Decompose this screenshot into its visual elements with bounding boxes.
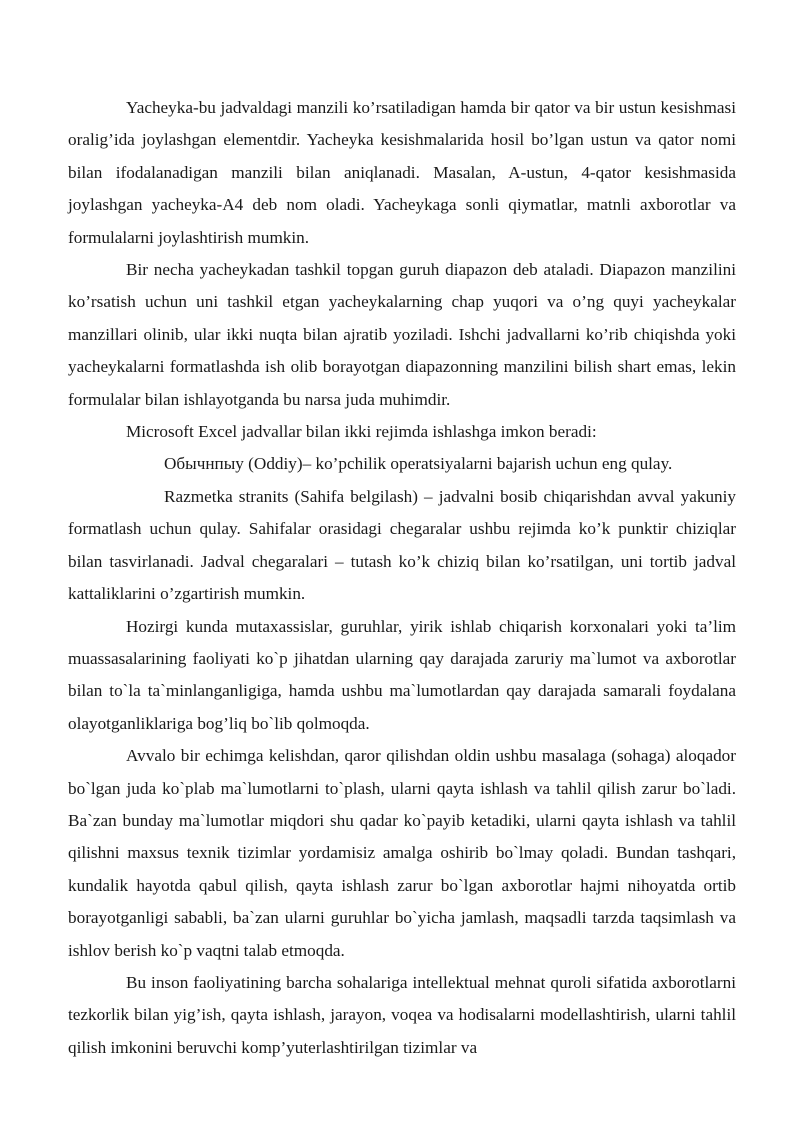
paragraph-information-importance: Hozirgi kunda mutaxassislar, guruhlar, yirik ishlab chiqarish korxonalari yoki ta’lim muassasalarining faoliyati ko`p jihatdan ularning qay darajada zaruriy ma`lumot va axborotlar bilan to`la ta`minlanganligiga, hamda ushbu ma`lumotlardan qay darajada samarali foydalana olayotganliklariga bog’liq bo`lib qolmoqda. bbox=[68, 616, 736, 733]
paragraph-data-processing: Avvalo bir echimga kelishdan, qaror qilishdan oldin ushbu masalaga (sohaga) aloqador bo`lgan juda ko`plab ma`lumotlarni to`plash, ularni qayta ishlash va tahlil qilish zarur bo`ladi. Ba`zan bunday ma`lumotlar miqdori shu qadar ko`payib ketadiki, ularni qayta ishlash va tahlil qilishni maxsus texnik tizimlar yordamisiz amalga oshirib bo`lmay qoladi. Bundan tashqari, kundalik hayotda qabul qilish, qayta ishlash zarur bo`lgan axborotlar hajmi nihoyatda ortib borayotganligi sababli, ba`zan ularni guruhlar bo`yicha jamlash, maqsadli tarzda taqsimlash va ishlov berish ko`p vaqtni talab etmoqda. bbox=[68, 746, 736, 960]
document-page bbox=[68, 92, 736, 1064]
paragraph-range-definition: Bir necha yacheykadan tashkil topgan guruh diapazon deb ataladi. Diapazon manzilini ko’rsatish uchun uni tashkil etgan yacheykalarning chap yuqori va o’ng quyi yacheykalar manzillari olinib, ular ikki nuqta bilan ajratib yoziladi. Ishchi jadvallarni ko’rib chiqishda yoki yacheykalarni formatlashda ish olib borayotgan diapazonning manzilini bilish shart emas, lekin formulalar bilan ishlayotganda bu narsa juda muhimdir. bbox=[68, 260, 736, 409]
paragraph-cell-definition: Yacheyka-bu jadvaldagi manzili ko’rsatiladigan hamda bir qator va bir ustun kesishmasi oralig’ida joylashgan elementdir. Yacheyka kesishmalarida hosil bo’lgan ustun va qator nomi bilan ifodalanadigan manzili bilan aniqlanadi. Masalan, A-ustun, 4-qator kesishmasida joylashgan yacheyka-A4 deb nom oladi. Yacheykaga sonli qiymatlar, matnli axborotlar va formulalarni joylashtirish mumkin. bbox=[68, 98, 736, 247]
paragraph-page-layout-mode: Razmetka stranits (Sahifa belgilash) – jadvalni bosib chiqarishdan avval yakuniy formatlash uchun qulay. Sahifalar orasidagi chegaralar ushbu rejimda ko’k punktir chiziqlar bilan tasvirlanadi. Jadval chegaralari – tutash ko’k chiziq bilan ko’rsatilgan, uni tortib jadval kattaliklarini o’zgartirish mumkin. bbox=[68, 486, 736, 604]
paragraph-excel-modes-intro: Microsoft Excel jadvallar bilan ikki rejimda ishlashga imkon beradi: bbox=[126, 422, 597, 442]
paragraph-normal-mode: Обычнпыу (Oddiy)– ko’pchilik operatsiyalarni bajarish uchun eng qulay. bbox=[164, 454, 673, 474]
paragraph-computerized-systems: Bu inson faoliyatining barcha sohalariga intellektual mehnat quroli sifatida axborotlarni tezkorlik bilan yig’ish, qayta ishlash, jarayon, voqea va hodisalarni modellashtirish, ularni tahlil qilish imkonini beruvchi komp’yuterlashtirilgan tizimlar va bbox=[68, 972, 736, 1057]
